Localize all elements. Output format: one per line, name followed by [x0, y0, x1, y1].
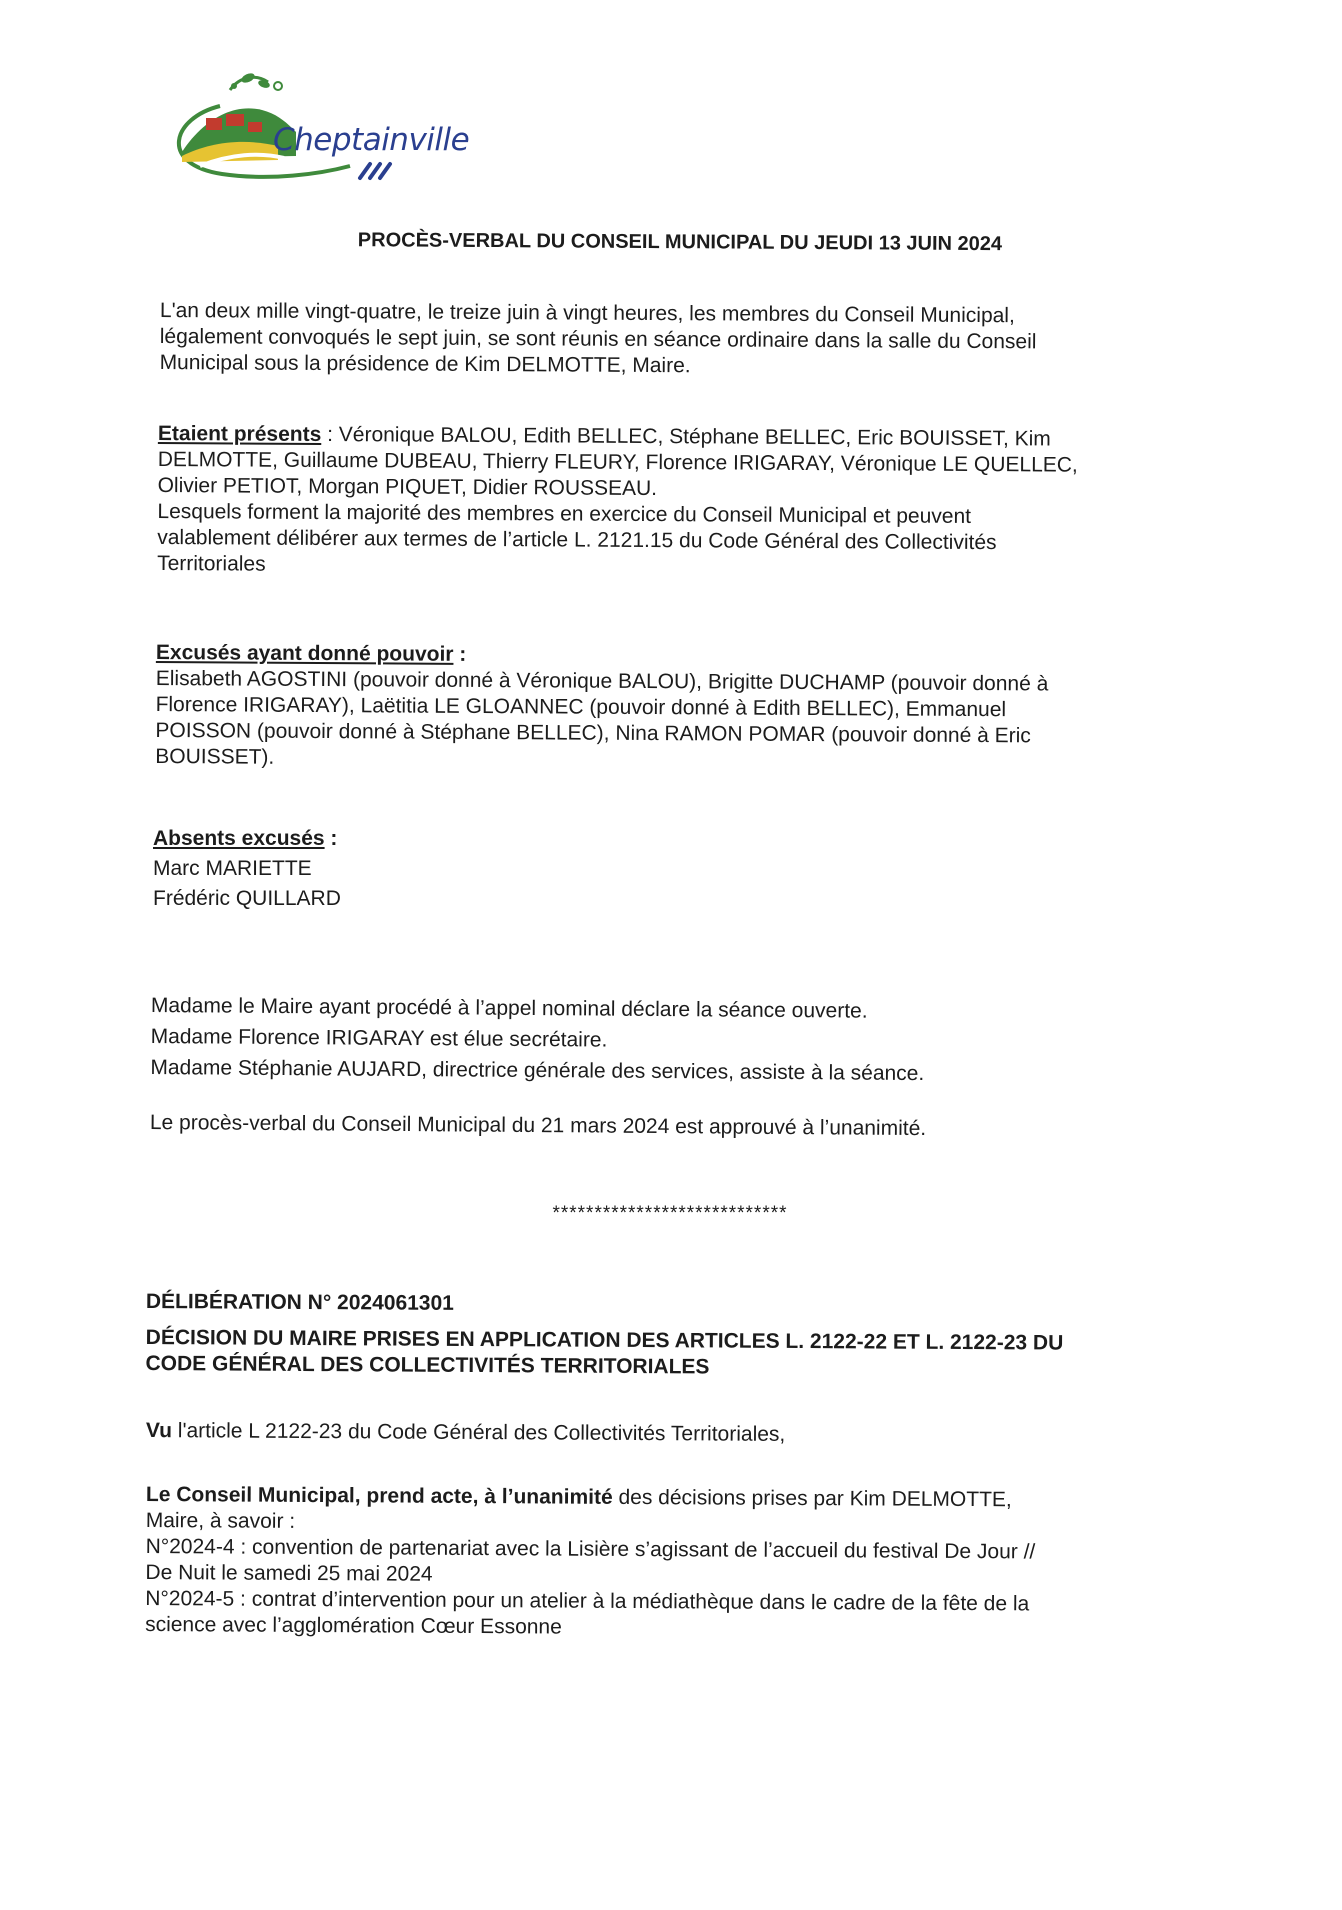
quorum-line: Territoriales: [157, 551, 266, 576]
decision-item: N°2024-5 : contrat d’intervention pour un atelier à la médiathèque dans le cadre de la fête de la: [145, 1586, 1030, 1616]
absent-name: Frédéric QUILLARD: [153, 887, 341, 910]
deliberation-title-line: CODE GÉNÉRAL DES COLLECTIVITÉS TERRITORIALES: [145, 1351, 710, 1379]
presents-line: Olivier PETIOT, Morgan PIQUET, Didier ROUSSEAU.: [157, 473, 658, 501]
vu-bold: Vu: [145, 1419, 173, 1443]
deliberation-number: DÉLIBÉRATION N° 2024061301: [145, 1290, 454, 1315]
excuses-line: POISSON (pouvoir donné à Stéphane BELLEC), Nina RAMON POMAR (pouvoir donné à Eric: [155, 718, 1031, 748]
absents-colon: :: [324, 827, 338, 850]
intro-line: Municipal sous la présidence de Kim DELMOTTE, Maire.: [159, 350, 691, 378]
intro-paragraph: [160, 298, 1205, 382]
decision-paragraph: [145, 1482, 1191, 1644]
absents-section: [153, 826, 1198, 912]
presents-section: [157, 421, 1203, 583]
decision-text: des décisions prises par Kim DELMOTTE,: [612, 1485, 1012, 1512]
excuses-line: Elisabeth AGOSTINI (pouvoir donné à Véronique BALOU), Brigitte DUCHAMP (pouvoir donné à: [155, 666, 1049, 696]
absents-label: Absents excusés: [153, 827, 325, 850]
opening-line: Madame Florence IRIGARAY est élue secrétaire.: [150, 1024, 608, 1052]
decision-item: science avec l’agglomération Cœur Essonne: [145, 1612, 562, 1639]
opening-line: Madame Stéphanie AUJARD, directrice générale des services, assiste à la séance.: [150, 1055, 925, 1086]
opening-section: [150, 990, 1196, 1091]
quorum-line: valablement délibérer aux termes de l’article L. 2121.15 du Code Général des Collectivités: [157, 525, 997, 555]
excuses-section: [155, 640, 1201, 776]
quorum-line: Lesquels forment la majorité des membres en exercice du Conseil Municipal et peuvent: [157, 499, 972, 528]
intro-line: L'an deux mille vingt-quatre, le treize juin à vingt heures, les membres du Conseil Municipal,: [159, 298, 1015, 328]
decision-item: N°2024-4 : convention de partenariat avec la Lisière s’agissant de l’accueil du festival De Jour //: [145, 1534, 1036, 1564]
excuses-line: Florence IRIGARAY), Laëtitia LE GLOANNEC (pouvoir donné à Edith BELLEC), Emmanuel: [155, 692, 1007, 722]
excuses-colon: :: [453, 642, 467, 666]
vu-paragraph: [146, 1418, 1191, 1450]
decision-bold: Le Conseil Municipal, prend acte, à l’unanimité: [145, 1483, 613, 1509]
presents-label: Etaient présents: [157, 421, 322, 446]
presents-line: : Véronique BALOU, Edith BELLEC, Stéphane BELLEC, Eric BOUISSET, Kim: [321, 422, 1051, 451]
approval-line: Le procès-verbal du Conseil Municipal du 21 mars 2024 est approuvé à l’unanimité.: [149, 1111, 927, 1141]
decision-line: Maire, à savoir :: [145, 1508, 296, 1533]
logo-wordmark: Cheptainville: [273, 122, 470, 158]
deliberation-heading: [145, 1289, 1206, 1383]
decision-item: De Nuit le samedi 25 mai 2024: [145, 1560, 433, 1586]
intro-line: légalement convoqués le sept juin, se sont réunis en séance ordinaire dans la salle du Conseil: [159, 324, 1037, 354]
vu-text: l'article L 2122-23 du Code Général des Collectivités Territoriales,: [171, 1419, 786, 1446]
deliberation-title-line: DÉCISION DU MAIRE PRISES EN APPLICATION DES ARTICLES L. 2122-22 ET L. 2122-23 DU: [145, 1325, 1064, 1355]
presents-line: DELMOTTE, Guillaume DUBEAU, Thierry FLEURY, Florence IRIGARAY, Véronique LE QUELLEC,: [157, 447, 1078, 477]
page-title: PROCÈS-VERBAL DU CONSEIL MUNICIPAL DU JEUDI 13 JUIN 2024: [357, 229, 1003, 256]
approval-text: [150, 1110, 1195, 1144]
excuses-line: BOUISSET).: [155, 744, 275, 769]
opening-line: Madame le Maire ayant procédé à l’appel nominal déclare la séance ouverte.: [150, 993, 868, 1023]
town-logo: [160, 66, 470, 196]
separator: ****************************: [552, 1203, 788, 1224]
excuses-label: Excusés ayant donné pouvoir: [155, 641, 454, 666]
absent-name: Marc MARIETTE: [153, 857, 312, 880]
